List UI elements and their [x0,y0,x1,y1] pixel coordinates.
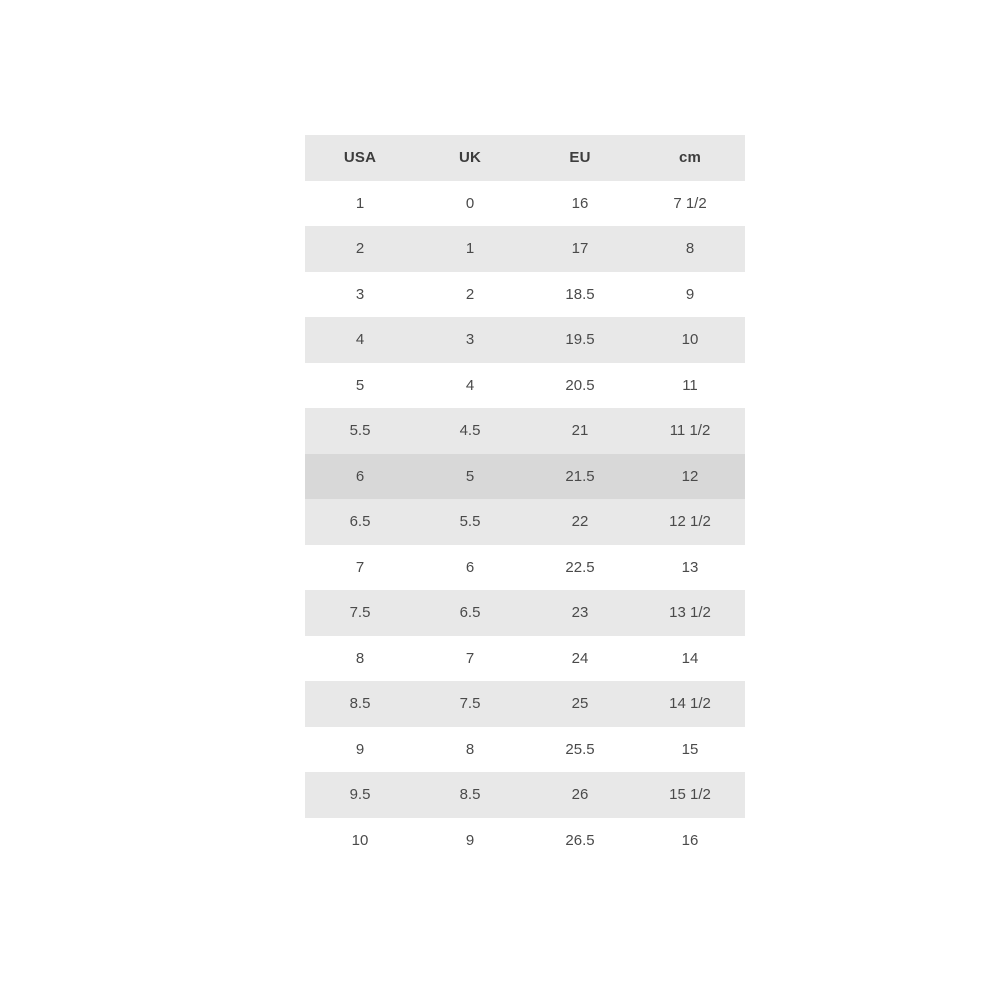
table-cell: 14 [681,649,699,667]
table-row [305,181,745,227]
table-cell: 13 1/2 [669,604,711,622]
table-cell: 25.5 [565,740,595,758]
table-cell: 7.5 [349,604,371,622]
table-cell: 8 [355,649,365,667]
table-cell: 6 [465,558,475,576]
table-header [305,135,745,181]
table-cell: 6.5 [459,604,481,622]
table-row [305,545,745,591]
table-cell: 16 [681,831,699,849]
table-cell: 5 [355,376,365,394]
table-row [305,408,745,454]
table-cell: 9.5 [349,786,371,804]
table-cell: 1 [465,240,475,258]
table-cell: 22 [571,513,589,531]
table-cell: 8 [465,740,475,758]
table-row [305,636,745,682]
size-conversion-table [305,135,745,863]
table-row [305,727,745,773]
table-cell: 26.5 [565,831,595,849]
table-cell: 9 [355,740,365,758]
table-cell: 12 1/2 [669,513,711,531]
table-cell: 2 [465,285,475,303]
table-cell: 14 1/2 [669,695,711,713]
table-cell: 10 [351,831,369,849]
table-row [305,818,745,864]
column-header-eu: EU [569,149,591,167]
table-cell: 21 [571,422,589,440]
table-row [305,226,745,272]
table-cell: 7 1/2 [673,194,707,212]
table-row [305,363,745,409]
table-cell: 1 [355,194,365,212]
table-row [305,590,745,636]
table-cell: 8.5 [459,786,481,804]
table-row [305,772,745,818]
table-row [305,681,745,727]
table-cell: 25 [571,695,589,713]
table-cell: 3 [465,331,475,349]
table-cell: 13 [681,558,699,576]
table-cell: 18.5 [565,285,595,303]
column-header-cm: cm [678,149,702,167]
table-cell: 4 [355,331,365,349]
table-cell: 10 [681,331,699,349]
table-row [305,499,745,545]
table-cell: 22.5 [565,558,595,576]
table-cell: 3 [355,285,365,303]
table-cell: 5 [465,467,475,485]
table-cell: 17 [571,240,589,258]
table-cell: 9 [465,831,475,849]
table-cell: 26 [571,786,589,804]
table-cell: 2 [355,240,365,258]
table-cell: 12 [681,467,699,485]
table-cell: 4.5 [459,422,481,440]
table-cell: 6.5 [349,513,371,531]
table-cell: 23 [571,604,589,622]
table-row [305,317,745,363]
size-chart-container [305,135,745,863]
table-body [305,181,745,864]
table-cell: 11 [682,376,698,394]
table-cell: 7 [355,558,365,576]
table-cell: 5.5 [459,513,481,531]
table-cell: 15 [681,740,699,758]
table-cell: 16 [571,194,589,212]
table-cell: 0 [465,194,475,212]
table-cell: 7.5 [459,695,481,713]
table-cell: 20.5 [565,376,595,394]
column-header-uk: UK [458,149,482,167]
table-header-row [305,135,745,181]
table-cell: 5.5 [349,422,371,440]
table-cell: 24 [571,649,589,667]
table-row [305,454,745,500]
table-cell: 21.5 [565,467,595,485]
table-cell: 7 [465,649,475,667]
table-cell: 6 [355,467,365,485]
table-cell: 15 1/2 [669,786,711,804]
table-cell: 8.5 [349,695,371,713]
table-cell: 11 1/2 [669,422,711,440]
column-header-usa: USA [343,149,377,167]
table-cell: 8 [685,240,695,258]
table-cell: 19.5 [565,331,595,349]
table-cell: 9 [685,285,695,303]
table-row [305,272,745,318]
table-cell: 4 [465,376,475,394]
